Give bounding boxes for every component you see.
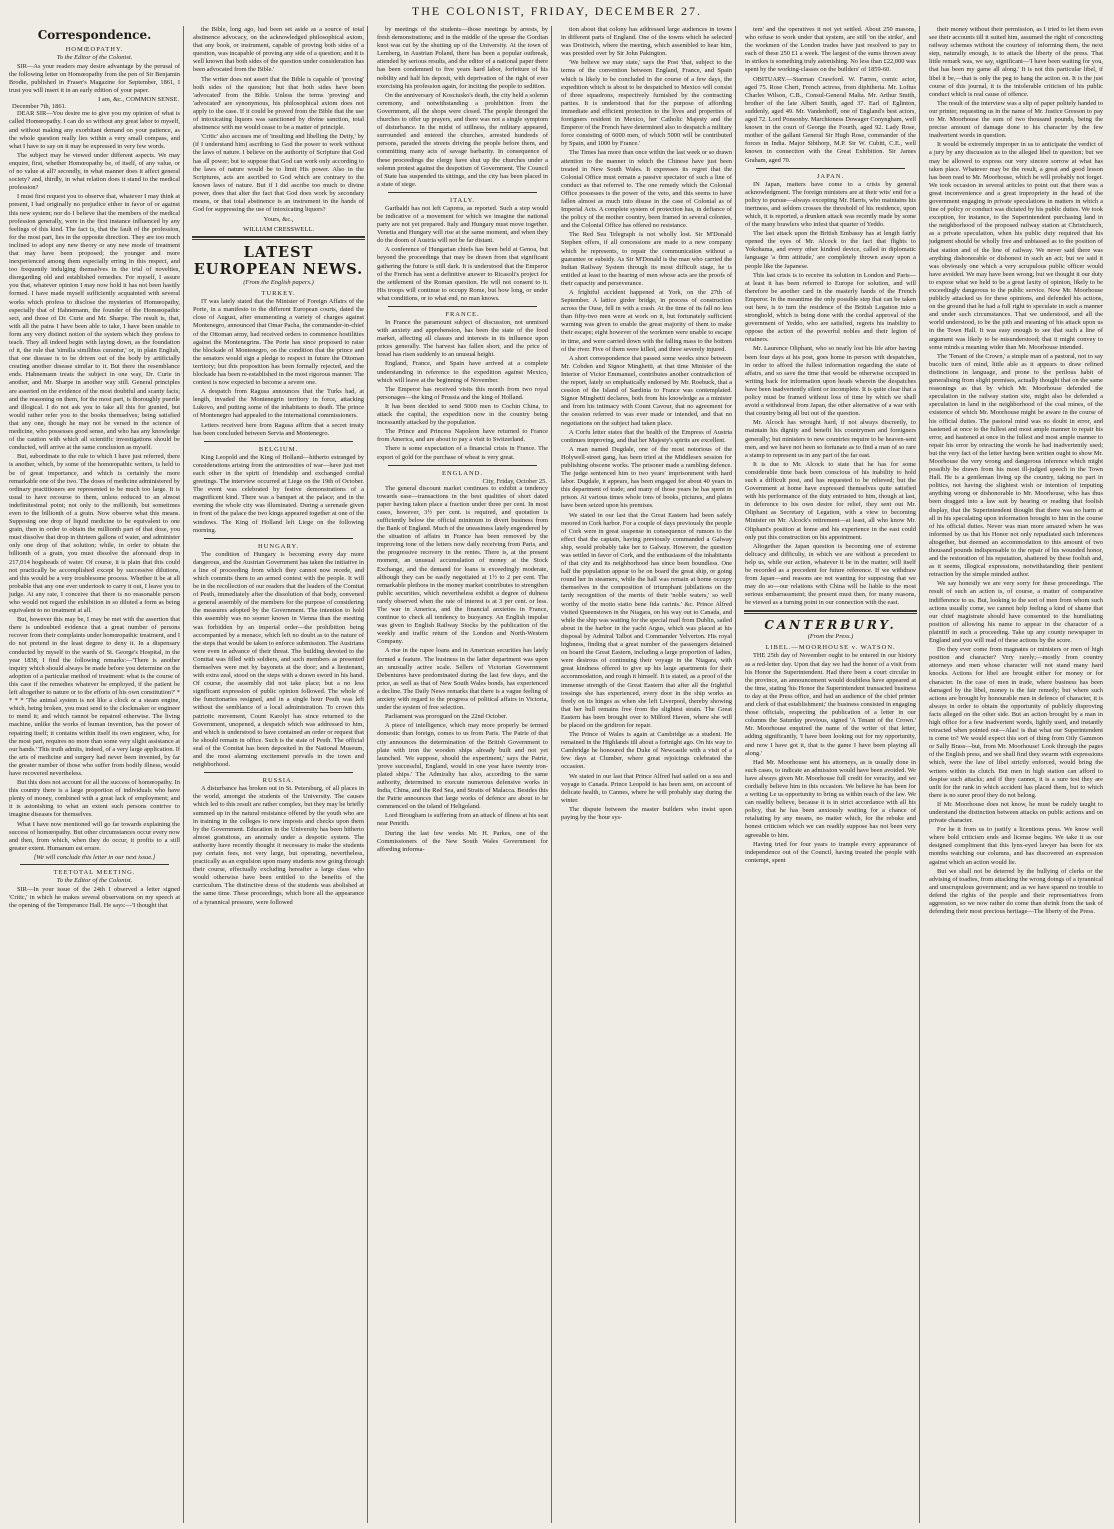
article-title: ENGLAND. <box>441 469 484 477</box>
paragraph: The 'Tenant of the Crown,' a simple man of a pastoral, not to say bucolic turn of mind, little able as it appears to draw refined distinctions in language, and prone to the perilous habit of generalising from slight premises, actually thought that on the same reasonings as that by which Mr. Moorhouse defended the speculation in the railway station site, might also be defended a speculation in land in the neighborhood of the coal mines, of the existence of which Mr. Moorhouse might be aware in the course of his official duties. The pastoral mind was no doubt in error, and hastened at once to the fullest and most ample manner to repair his error, and hastened at once in the fullest and most ample manner to repair his error by retracting the words he had inadvertently used; but the very fact of the letter having been written ought to show Mr. Moorhouse the very wrong and dangerous inference which might possibly be drawn from his most ill-judged speech in the Town Hall. He is a gentleman living up the country, taking no part in politics, not having the slightest wish or intention of imputing anything wrong or dishonorable to Mr. Moorhouse, who has thus been dragged into a law suit by hearing or reading that foolish display, that the Superintendent thought that there was no harm at all in his speculating upon information brought to him in the course of his official duties. Never was man more amazed when he was informed by us that his Honor not only repudiated such inferences altogether, but deemed an accommodation to this amount of two thousand pounds indispensable to the repair of his wounded honor, and the restoration of his reputation, shattered by these foolish and, as it seems, illogical expressions, notwithstanding their penitent retraction by the simple minded author. <box>929 352 1103 579</box>
article-title: ITALY. <box>449 196 476 204</box>
paragraph: IT was lately stated that the Minister of Foreign Affairs of the Porte, in a manifesto to the different European courts, dated the close of August, after enumerating a variety of charges against Montenegro, announced that Omar Pacha, the commander-in-chief of the Ottoman army, had received orders to commence hostilities against the Montenegrins. The Porte has since proposed to raise the blockade of Montenegro, on the condition that the prince and the senators would sign a pledge to respect in future the Ottoman territory; but this proposition has been formally rejected, and the blockade has been re-established in the most rigorous manner. The contest is now expected to become a severe one. <box>193 298 364 387</box>
paragraph: We stated in our last that the Great Eastern had been safely moored in Cork harbor. For a couple of days previously the people of Cork were in great suspense in consequence of rumors to the effect that the captain, having previously commanded a Galway ship, would probably take her to Galway. However, the question was settled in favor of Cork, and the enthusiasm of the inhabitants of that city and its neighborhood has since been boundless. One half the population appear to be on board the great ship, or going round her in steamers, while the hall was remain at home occupy themselves in the composition of triumphant jubilations on the tardy recognition of the merits of their 'noble waters,' so well worthy of the motto statio bene fida carinis.' &c. Prince Alfred visited Queenstown in the Niagara, on his way out to Canada, and while the ship was waiting for the special mail from Dublin, sailed about in the harbor in the yacht Argus, which was placed at his disposal by Admiral Talbot and Commander Yelverton. His royal highness, finding that a great number of the passengers detained on board the Great Eastern, including a large proportion of ladies, were desirous of continuing their voyage in the Niagara, with great kindness offered to give up his large apartments for their accommodation, and rough it himself. It is stated, as a proof of the immense strength of the Great Eastern that after all the frightful tossings she has experienced, every door in the ship works as freely on its hinges as when she left Liverpool, thereby showing that her hull remains free from the slightest strain. The Great Eastern has been brought over to Milford Haven, where she will be placed on the gridiron for repair. <box>561 511 732 729</box>
paragraph: Mr. Laurence Oliphant, who so nearly lost his life after having been four days at his post, goes home in person with despatches, in order to afford the fullest information regarding the state of affairs, and so save the time that would be otherwise occupied in writing back for information upon heads wherein the despatches have been inadvertently silent or incomplete. It is quite clear that a policy must be framed without loss of time by which we shall avoid a withdrawal from Japan, the other alternative of a war with that country being all but out of the question. <box>745 345 916 418</box>
paragraph: Had Mr. Moorhouse sent his attorneys, as is usually done in such cases, to indicate an admission would have been avoided. We have always given Mr. Moorhouse full credit for veracity, and we cordially believe him in this occasion. We believe he has been for a writing Le us opportunity to bring us within reach of the law. We can readily believe, because it is in strict accordance with all his policy, that he has been anxiously waiting for a chance of retaliating by any means, no matter which, for the rebuke and honest criticism which we can readily suppose has not been very agreeable to him. <box>745 758 916 839</box>
article-address: To the Editor of the Colonist. <box>56 876 133 884</box>
paragraph: A despatch from Ragusa announces that the Turks had, at length, invaded the Montenegrin territory in force, attacking Lukovo, and putting some of the inhabitants to death. The prince of Montenegro had appealed to the international commissioners. <box>193 388 364 420</box>
paragraph: 'Critic' also accuses me of 'insulting and libelling the Deity,' by (if I understand him) ascribing to God the power to work without the laws of nature. I believe on the authority of Scripture that God has all power; but to suppose that God can work only according to the laws of nature would be to limit His power. Also in the Scriptures, acts are ascribed to God which are contrary to the known laws of nature. But if I did ascribe too much to divine power, does that alter the fact that God does work by secondary means, or that total abstinence is an instrument in the hands of God for suppressing the use of intoxicating liquors? <box>193 133 364 214</box>
paragraph: There is some expectation of a financial crisis in France. The export of gold for the purchase of wheat is very great. <box>377 445 548 461</box>
divider <box>388 465 537 466</box>
paragraph: But, subordinate to the rule to which I have just referred, there is another, which, by some of the homœopathic writers, is held to be of great importance, and which is certainly the more remarkable one of the two. The doses of medicine administered by ordinary practitioners are represented to be much too large. It is usual to have recourse to them, unless reduced to an almost indefinitesimal point; not only to the millionth, but sometimes even to the billionth of a grain. Now observe what this means. Supposing one drop of liquid medicine to be equivalent to one grain, then in order to obtain the millionth part of that dose, you must dissolve that drop in thirteen gallons of water, and administer only one drop of that solution; while, in order to obtain the billionth of a grain, you must dissolve the aforesaid drop in 217,014 hogsheads of water. Of course, it is plain that this could not practically be accomplished except by successive dilutions, and this would be a very troublesome process. Whether it be at all probable that any one ever undertook to carry it out, I leave you to judge. At any rate, I conceive that there is no reasonable person who would not regard the exhibition in so diluted a form as being equivalent to no treatment at all. <box>9 453 180 615</box>
paragraph: The last attack upon the British Embassy has at length fairly opened the eyes of Mr. Alcock to the fact that flights to Yokohama, and every other kindred device, called in diplomatic language 'a firm attitude,' are completely thrown away upon a people like the Japanese. <box>745 230 916 270</box>
columns <box>6 26 1108 1523</box>
divider <box>20 864 169 865</box>
signature: Yours, &c., <box>263 216 294 224</box>
paragraph: But we shall not be deterred by the bullying of clerks or the advising of toadies, from attacking the wrong doings of a tyrannical and unscrupulous government; and as we have spared no trouble to defend the rights of the people and their representatives from aggression, so we now rather do come than shrink from the task of defending their most precious heritage—The liberty of the Press. <box>929 867 1103 916</box>
divider <box>756 168 905 169</box>
paragraph: King Leopold and the King of Holland—hitherto estranged by considerations arising from the animosities of war—have just met each other in the spirit of friendship and exchanged cordial greetings. The interview occurred at Liege on the 19th of October. The event was celebrated by festive demonstrations of a magnificent kind. There was a banquet at the palace; and in the evening the whole city was illuminated. During a serenade given in front of the palace the two kings appeared together at one of the windows. The King of Holland left Liege on the following morning. <box>193 453 364 534</box>
signature: WILLIAM CRESSWELL. <box>242 226 315 234</box>
divider <box>192 236 365 238</box>
paragraph: the Bible, long ago, had been set aside as a source of total abstinence advocacy, on the acknowledged philosophical axiom, that any book, or instrument, capable of proving both sides of a question, was incapable of proving any side of a question; and it is well known that both sides of the question under consideration has been advocated from the Bible.' <box>193 26 364 74</box>
paragraph: During the last few weeks Mr. H. Parkes, one of the Commissioners of the New South Wales Government for affording informa- <box>377 829 548 853</box>
article-title: JAPAN. <box>816 172 845 180</box>
paragraph: tion about that colony has addressed large audiences in towns in different parts of England. One of the towns which he selected was Droitwich, where the meeting, which assembled to hear him, was presided over by Sir John Pakington. <box>561 26 732 58</box>
paragraph: This last crisis is to receive its solution in London and Paris—at least it has been referred to Europe for solution, and will therefore be another card in the masterly hands of the French Emperor. In the meantime the only possible step that can be taken out here, is to turn the residence of the British Legation into a stronghold, which is being done with the cordial approval of the government of Yeddo, who are satisfied, regrets his inability to oppose the action of the powerful nobles and their legion of retainers. <box>745 271 916 344</box>
divider <box>388 306 537 307</box>
masthead-title: THE COLONIST, FRIDAY, DECEMBER 27. <box>411 4 703 18</box>
paragraph: DEAR SIR—You desire me to give you my opinion of what is called Homœopathy. I can do so without any great labor to myself, and without making any exorbitant demand on your patience, as the whole question really lies within a very small compass, and what I have to say on it may be expressed in very few words. <box>9 110 180 150</box>
dateline: December 7th, 1861. <box>12 103 67 111</box>
dateline: City, Friday, October 25. <box>482 477 547 485</box>
paragraph: A frightful accident happened at York, on the 27th of September. A lattice girder bridge, in process of construction across the Ouse, fell in with a crash. At the time of its fall no less than fifty-two men were at work on it, but fortunately sufficient warning was given to enable the great majority of them to make their escape; eight however of the workmen were unable to escape in time, and were carried down with the falling mass to the bottom of the river. Five of them were killed, and three severely injured. <box>561 289 732 353</box>
paragraph: Altogether the Japan question is becoming one of extreme delicacy and difficulty, in which we are without a precedent to help us, while our action, whatever it be in the matter, will itself be recorded as a precedent for future reference. If we withdraw from Japan—and reasons are not wanting for supposing that we may do so—our relations with China will be liable to the most serious embarrassment; the present must then, for many reasons, be viewed as a turning point in our connection with the east. <box>745 542 916 607</box>
paragraph: A conference of Hungarian chiefs has been held at Genoa, but beyond the proceedings that may be drawn from that significant gathering the future is still dark. It is understood that the Emperor of the French has sent a definitive answer to Ricasoli's project for the settlement of the Roman question. He will not consent to it. His troops will continue to occupy Rome, but how long, or under what conditions, or to what end, no man knows. <box>377 246 548 302</box>
article-title: HOMŒOPATHY. <box>65 46 124 53</box>
article-title: BELGIUM. <box>258 445 299 453</box>
paragraph: What I have now mentioned will go far towards explaining the success of homœopathy. But other circumstances occur every now and then, from which, when they do occur, it profits to a still greater extent. Humanum est errare. <box>9 820 180 852</box>
paragraph: Lord Brougham is suffering from an attack of illness at his seat near Penrith. <box>377 812 548 828</box>
paragraph: A Corfu letter states that the health of the Empress of Austria continues improving, and that her Majesty's spirits are excellent. <box>561 428 732 444</box>
divider <box>204 441 353 442</box>
paragraph: I must first request you to observe that, whatever I may think at present, I had originally no prejudice either in favor of or against this new system; nor do I believe that the members of the medical profession generally, were in the first instance influenced by any feelings of this kind. The fact is, that the fault of the profession, for the most part, lies in the opposite direction. They are too much inclined to adopt any new theory or any new mode of treatment that may have been proposed; the younger and more inexperienced among them especially erring in this respect, and too frequently indulging themselves in the trial of novelties, disregarding old and established remedies. For myself, I assure you that, whatever opinion I may now hold it has not been hastily formed. I have made myself sufficiently acquainted with several works which profess to disclose the mysteries of Homœopathy, especially that of Hahnemann, the founder of the Homœopathic sect, and those of Dr. Curie and Mr. Sharpe. The result is, that, with all the pains I have been able to take, I have been unable to form any very distinct notion of the system which they profess to teach. They all indeed begin with laying down, as the foundation of it, the rule that 'similia similibus curantur,' or, in plain English, that one disease is to be driven out of the body by artificially creating another disease similar to it. But there the resemblance ends. Hahnemann treats the subject in one way, Dr. Curie in another, and Mr. Sharpe in another way still. General principles are asserted on the evidence of the most doubtful and scanty facts; and the reasoning on them, for the most part, is thoroughly puerile and illogical. I do not ask you to take all this for granted, but would rather refer you to the books themselves; being satisfied that any one, though he may not be versed in the science of medicine, who possesses good sense, and who has any knowledge of the caution with which all scientific investigations should be conducted, will arrive at the same conclusion as myself. <box>9 193 180 452</box>
paragraph: tem' and the operatives it not yet settled. About 250 masons, who refuse to work under that system, are still 'on the strike', and the workmen of the London trades have just resolved to pay to each of these 250 £1 a week. The largest of the sums thrown away in strikes is something truly astonishing. No less than £22,000 was spent by the working-classes on the builders' of 1859-60. <box>745 26 916 74</box>
paragraph: Garibaldi has not left Caprera, as reported. Such a step would be indicative of a movement for which we imagine the national party are not yet prepared. Italy and Hungary must move together. Venetia and Hungary will rise at the same moment, and when they do the doom of Austria will not be far distant. <box>377 204 548 245</box>
paragraph: The Prince of Wales is again at Cambridge as a student. He remained in the Highlands till about a fortnight ago. On his way to Cambridge he honoured the Duke of Newcastle with a visit of a few days at Clumber, where great rejoicings celebrated the occasion. <box>561 731 732 771</box>
section-heading-latest-news: LATEST EUROPEAN NEWS. <box>193 244 364 279</box>
paragraph: If Mr. Moorhouse does not know, he must be rudely taught to understand the distinction between attacks on public actions and on private character. <box>929 800 1103 825</box>
paragraph: IN Japan, matters have come to a crisis by general acknowledgment. The foreign ministers are at their wits' end for a policy to pursue—always excepting Mr. Harris, who maintains his inertness, and seldom crosses the threshold of his residence, upon which, it is reported, a drunken attack was recently made by some of the many brawlers who infest that quarter of Yeddo. <box>745 180 916 229</box>
paragraph: A disturbance has broken out in St. Petersburg, of all places in the world, amongst the students of the University. The causes which led to this result are rather complex, but they may be briefly summed up in the natural resistance offered by the youth who are in training in the colleges to new imposts and checks upon them by the Government. Education in the University has been hitherto almost gratuitous, an anomaly under a despotic system. The authority have recently thought it necessary to make the students pay certain fees, not very large, but operating, nevertheless, practically as an expulsion upon many students now going through their course, effectually excluding hereafter a large class who would otherwise have been entitled to the benefits of the curriculum. The distinctive dress of the students was abolished at the same time. These proceedings, which bore all the appearance of a tyrannical pressure, were followed <box>193 785 364 906</box>
column-5 <box>742 26 920 1523</box>
paragraph: We stated in our last that Prince Alfred had sailed on a sea and voyage to Canada. Prince Leopold is has been sent, on account of delicate health, to Cannes, where he will probably stay during the winter. <box>561 772 732 804</box>
paragraph: The general discount market continues to exhibit a tendency towards ease—transactions in the best qualities of short dated paper having taken place a fraction under three per cent. In most cases, however, 3½ per cent. is required, and quotation is sufficiently below the official minimum to divert business from the Bank of England. Much of the uneasiness lately engendered by the situation of affairs in France has been removed by the improving tone of the letters now daily receiving from Paris, and the progressive recovery in the rentes. There is, at the present moment, an unusual accumulation of money at the Stock Exchange, and the demand for loans is exceedingly moderate, although they can be easily negotiated at 1½ to 2 per cent. The remarkable plethora in the money market contributes to strengthen public securities, which nevertheless exhibit a degree of dulness rarely observed when the rate of interest is at 3 per cent. or less. The war in America, and the financial anxieties in France, continue to check all tendency to buoyancy. An English impulse was given to English Railway Stocks by the publication of the weekly and traffic return of the London and North-Western Company. <box>377 484 548 646</box>
column-4 <box>558 26 736 1523</box>
editor-note: [We will conclude this letter in our next issue.] <box>33 853 156 861</box>
paragraph: SIR—In your issue of the 24th I observed a letter signed 'Critic,' in which he makes several observations on my speech at the opening of the Temperance Hall. He says:—'I thought that <box>9 885 180 910</box>
paragraph: A rise in the rupee loans and in American securities has lately formed a feature. The business in the latter department was upon an unusually active scale. Sellers of Victorian Government Debentures have predominated during the last few days, and the price, as well as that of New South Wales bonds, has experienced a decline. The Daily News remarks that there is a vague feeling of anxiety with regard to the progress of political affairs in Victoria, under the system of free selection. <box>377 647 548 712</box>
paragraph: Do they ever come from magnates or ministers or men of high position and character? Very rarely;—mostly from country attorneys and men whose character will not stand many hard knocks. Actions for libel are brought either for money or for character. In the case of men in trade, where business has been damaged by the libel, money is the fair remedy; but where such actions are brought by honourable men in defence of character, it is always in order to obtain the opportunity of publicly disproving facts alleged on the other side. But an action brought by a man in high office for a few inadvertent words, lightly used, and instantly retracted when pointed out—Alas! is that what our Superintendent is come to? We would expect this sort of thing from Oily Gammon or Sally Brass—but, from Mr. Moorhouse! Look through the pages of the English press, and we shall find they swarm with expressions which, were the law of libel strictly enforced, would bring the writers within its clutch. But men in high station can afford to despise such attacks; and if they cannot, it is a sure test they are unfit for the rank in which accident has placed them, but to which there is no surer proof they do not belong. <box>929 646 1103 799</box>
paragraph: The condition of Hungary is becoming every day more dangerous, and the Austrian Government has taken the initiative in a line of proceeding from which they cannot now recede, and which commits them to an armed contest with the people. It will be in the recollection of our readers that the leaders of the Comitat of Pesth, immediately after the dissolution of that body, convened a general assembly of the members for the purpose of considering the measures adopted by the Government. The intention to hold this assembly was no sooner known in Vienna than the meeting was forbidden by an imperial order—the prohibition being accompanied by a menace, which left no doubt as to the nature of the steps that would be taken to enforce submission. The Austrians were even in advance of their threat. The building devoted to the Comitat was filled with soldiers, and such members as presented themselves were met by bayonets at the door; and a lieutenant, with extra zeal, stood on the steps with a drawn sword in his hand. Of course, the assembly did not take place; but a no less significant expression of public opinion followed. The whole of the functionaries resigned, and in a single hour Pesth was left without the semblance of a local administration. To crown this patriotic movement, Count Karolyi has since returned to the Government, unopened, a despatch which was addressed to him, and which is understood to have contained an order or request that he should remain in office. Such is the state of Pesth. The official seal of the Comitat has been deposited in the National Museum, and the most alarming excitement prevails in the town and neighborhood. <box>193 550 364 769</box>
paragraph: SIR—As your readers may desire advantage by the perusal of the following letter on Homœopathy from the pen of Sir Benjamin Brodie, published in Fraser's Magazine for September, 1861, I trust you will insert it in an early edition of your paper. <box>9 63 180 95</box>
article-address: To the Editor of the Colonist. <box>56 54 133 61</box>
paragraph: We say honestly we are very sorry for these proceedings. The result of such an action is, of course, a matter of comparative indifference to us. But, looking to the sort of men from whom such actions usually come, we cannot help feeling a kind of shame that our chief magistrate should have consented to the humiliating position of allowing his name to appear in the character of a plaintiff in such a proceeding. Take up any county newspaper in England and you will read of these actions by the score. <box>929 580 1103 645</box>
article-title: TEETOTAL MEETING. <box>53 868 136 876</box>
source-note: (From the Press.) <box>807 633 854 641</box>
paragraph: Mr. Alcock has wrought hard, if not always discreetly, to maintain his dignity and benefit his countrymen and foreigners generally; but ministers to new countries require to be heaven-sent men, and we have not been so fortunate as to find a man of so rare a stamp to represent us in any part of the far east. <box>745 419 916 459</box>
paragraph: On the anniversary of Kosciusko's death, the city held a solemn ceremony, and notwithstanding a prohibition from the Government, all the shops were closed. The people thronged the churches to offer up prayers, and there was not a single symptom of disturbance. In the midst of stillness, the military appeared, surrounded and entered the churches, arrested hundreds of persons, paraded the streets driving the people before them, and committing many acts of savage barbarity. In consequence of these proceedings the clergy have shut up the churches under a solemn protest against the despotism of Government. The Council of State has suspended its sittings, and the city has been placed in a state of siege. <box>377 91 548 188</box>
paragraph: England, France, and Spain have arrived at a complete understanding in reference to the expedition against Mexico, which will leave at the beginning of November. <box>377 360 548 384</box>
paragraph: Parliament was prorogued on the 22nd October. <box>385 713 508 721</box>
article-title: RUSSIA. <box>262 777 295 785</box>
paragraph: OBITUARY.—Starman Crawford. W. Farren, comic actor, aged 75. Rose Cheri, French actress, from diphtheria. Mr. Loftus Charles Wilson, C.B., Consul-General Malta. Mr. Arthur Smith, brother of the late Albert Smith, aged 37. Earl of Eglinton, suddenly, aged 49. Mr. Vandenhoff, one of England's best actors, aged 72. Lord Ponsonby. Marchioness Dowager Conyngham, well known in the court of George the Fourth, aged 92. Lady Rose, mother of the gallant General Sir Hugh Rose, commander of the forces in India. Major Sibthorp, M.P. Sir W. Cubitt, C.E., well known in connection with the Great Exhibition. Sir James Graham, aged 70. <box>745 75 916 164</box>
column-3 <box>374 26 552 1523</box>
paragraph: The Emperor has received visits this month from two royal personages—the king of Prussia and the king of Holland. <box>377 385 548 401</box>
source-note: (From the English papers.) <box>243 279 314 287</box>
paragraph: their money without their permission, as I tried to let them even see their accounts till it suited him, assumed the right of concocting railway schemes without the courtesy of informing them, the next step, naturally enough, is to attack the liberty of the press. That little remark was, we say, significant—'I have been waiting for you, that has been my game all along.' It is not this particular libel, if libel it be,—that is only the peg to hang the action on. It is the just course of this journal, it is the intolerable criticism of his public conduct which is real cause of offence. <box>929 26 1103 98</box>
column-1 <box>6 26 184 1523</box>
paragraph: The result of the interview was a slip of paper politely handed to our printer, requesting us in the name of Mr. Justice Gresson to pay to Mr. Moorhouse the sum of two thousand pounds, being the precise amount of damage done to his character by the few inadvertent words in question. <box>929 99 1103 140</box>
paragraph: The Prince and Princess Napoleon have returned to France from America, and are about to pay a visit to Switzerland. <box>377 428 548 444</box>
paragraph: In France the paramount subject of discussion, not unmixed with anxiety and apprehension, has been the state of the food market, affecting all classes and interests in its influence upon prices generally. The harvest has fallen short, and the price of bread has risen suddenly to an unusual height. <box>377 319 548 359</box>
paragraph: It is due to Mr. Alcock to state that he has for some considerable time back been conscious of his inability to hold such a difficult post, and has requested to be relieved; but the Government at home have expressed themselves quite satisfied with his performance of the duty entrusted to him, though at last, in deference to his own desire for relief, they sent out Mr. Oliphant as Secretary of Legation, with a view to becoming Minister on Mr. Alcock's retirement—at least, all who know Mr. Oliphant's position at home and his experience in the east could only put this construction on his appointment. <box>745 460 916 541</box>
paragraph: 'We believe we may state,' says the Post 'that, subject to the terms of the convention between England, France, and Spain which is likely to be concluded in the course of a few days, the expedition which is about to be despatched to Mexico will consist of three squadrons, respectively furnished by the contracting parties. It is understood that for the purpose of affording immediate and efficient protection to the lives and properties of foreigners resident in Mexico, her Catholic Majesty and the Emperor of the French have determined also to despatch a military force consisting of 6000 men, of which 5000 will be contributed by Spain, and 1000 by France.' <box>561 59 732 148</box>
article-title: FRANCE. <box>445 311 480 318</box>
article-title: TURKEY. <box>261 290 296 298</box>
paragraph: A man named Dugdale, one of the most notorious of the Holywell-street gang, has been tried at the Middlesex session for publishing obscene works. The prisoner made a rambling defence. The judge sentenced him to two years' imprisonment with hard labor. Dugdale, it appears, has been engaged for about 40 years in this department of trade; and many of those years he has spent in prison. At various times whole tons of books, pictures, and plates have been seized upon his premises. <box>561 445 732 510</box>
paragraph: The dispute between the master builders who insist upon paying by the 'hour sys- <box>561 805 732 821</box>
paragraph: THE 25th day of November ought to be entered in our history as a red-letter day. Upon that day we had the honor of a visit from his Honor the Superintendent. Had there been a court circular in the province, an announcement would doubtless have appeared at the time, stating 'his Honor the Superintendent transacted business to day at the Press office, and had an audience of the chief printer and clerk of that establishment;' the business consisted in engaging those officials, respecting the publication of a letter in our columns the Saturday previous, signed 'A Tenant of the Crown.' Mr. Moorhouse enquired the name of the writer of that letter, adding significantly, 'I have been looking out for my opportunity, and now I have got it, that is the game I have been playing all along.' <box>745 652 916 757</box>
paragraph: by meetings of the students—those meetings by arrests, by fresh demonstrations; and in the middle of the uproar the Gordian knot was cut by the shutting up of the University. At the town of Lemberg, in Austrian Poland, there has been a popular outbreak, attended by serious results, and the editor of a national paper there has been condemned to five years hard labor, forfeiture of his nobility and half his deposit, with deprivation of the right of ever exercising his profession again, for inciting the people to sedition. <box>377 26 548 90</box>
divider <box>744 610 917 612</box>
article-title: HUNGARY. <box>258 542 299 550</box>
paragraph: But, however this may be, I may be met with the assertion that there is undoubted evidence that a great number of persons recover from their complaints under homœopathic treatment, and I do not pretend in the least degree to deny it. In a dispensary conducted by myself to the wards of St. George's Hospital, in the year 1838, I find the following remarks:—'There is another inquiry which should always be made before you determine on the adoption of a particular method of treatment: what is the course of this case if the remedies whatever be employed, if the patient be left altogether to nature or to the efforts of his own constitution?' * * * * 'The animal system is not like a clock or a steam engine, which, being broken, you must send to the clockmaker or engineer to mend it; and which cannot be repaired otherwise. The living machine, unlike the works of human invention, has the power of repairing itself; it contains within itself its own engineer, who, for the most part, requires no more than some very slight assistance at our hands.' This truth admits, indeed, of a very large application. If the arts of medicine and surgery had never been invented, by far the greater number of those who suffer from bodily illness, would have recovered nevertheless. <box>9 616 180 777</box>
paragraph: Letters received here from Ragusa affirm that a secret treaty has been concluded between Servia and Montenegro. <box>193 421 364 437</box>
section-heading-canterbury: CANTERBURY. <box>764 618 897 633</box>
masthead <box>0 0 1114 24</box>
divider <box>388 192 537 193</box>
divider <box>204 538 353 539</box>
paragraph: A piece of intelligence, which may more properly be termed domestic than foreign, comes to us from Paris. The Patrie of that city announces the determination of the British Government to plate with iron the wooden ships already built and not yet launched. 'We suppose, should the experiment,' says the Patrie, 'prove successful, England, would in one year have twenty iron-plated ships.' The Admiralty has also, according to the same authority, determined to execute numerous defensive works in India, China, and the Red Sea, and Straits of Malacca. Besides this the Patrie announces that large works of defence are about to be commenced on the island of Heligoland. <box>377 722 548 811</box>
column-6 <box>926 26 1106 1523</box>
divider <box>204 772 353 773</box>
paragraph: Having tried for four years to trample every appearance of independence out of the Council, having treated the people with contempt, spent <box>745 840 916 864</box>
signature: I am, &c., COMMON SENSE. <box>98 96 179 104</box>
column-2 <box>190 26 368 1523</box>
paragraph: The Red Sea Telegraph is not wholly lost. Sir M'Donald Stephen offers, if all concessions are made to a new company which he represents, to repair the communication without a guarantee or subsidy. As Sir M'Donald is the man who carried the Indian Railway System through its most difficult stage, he is entitled at least to the hearing of men whose acts are the proofs of their capacity and perseverance. <box>561 231 732 287</box>
paragraph: The Times has more than once within the last week or so drawn attention to the manner in which the Chinese have just been treated in New South Wales. It expresses its regret that the Colonial Office must remain a passive spectator of such a line of conduct as that referred to. The one remedy which the Colonial Office possesses is the power of the veto, and this seems to have fallen almost as much into disuse in the case of Colonial as of Imperial Acts. A complete system of protection has, in defiance of the policy of the mother country, been framed in several colonies, and the Colonial Office has offered no resistance. <box>561 149 732 230</box>
paragraph: It would be extremely improper in us to anticipate the verdict of a jury by any discussion as to the alleged libel in question; but we may be allowed to express our very sincere sorrow at what has taken place. Whatever may be the result, a great and good lesson has been read to Mr. Moorhouse, which he will probably not forget. We took occasion in several articles to point out that there was a great inconvenience and a great impropriety in the head of the government engaging in private speculations in matters in which a line of policy or conduct was dictated by his public duties. We took exception, for instance, to the Superintendent purchasing land in the neighborhood of the proposed railway station at Christchurch, as a private speculation, when his public duty required that his judgment should be wholly free and unbiassed as to the position of that station and of the line of railway. We never said there was anything dishonorable or dishonest in such an act; but we said it was obviously one which a very scrupulous public officer would have avoided. We may have been wrong; but we thought it our duty to expose what we held to be a great laxity of opinion, likely to be exceedingly dangerous to the public service. Now Mr. Moorhouse publicly attacked us for these opinions, and defended his actions, on the ground that he had a full right to speculate in such a manner and under such circumstances. That we understood, and all the world understood, to be the pith and meaning of his attack upon us in the Town Hall. It was easy enough to see that such a line of argument was likely to be misunderstood; that it might convey to some minds a meaning wider than Mr. Moorhouse intended. <box>929 141 1103 351</box>
divider <box>192 239 365 240</box>
article-title: LIBEL.—MOORHOUSE v. WATSON. <box>765 644 896 652</box>
paragraph: But this does not account for all the success of homœopathy. In this country there is a large proportion of individuals who have plenty of money, combined with a great lack of employment; and it is astonishing to what an extent such persons contrive to imagine diseases for themselves. <box>9 779 180 819</box>
section-heading-correspondence: Correspondence. <box>37 28 152 42</box>
paragraph: It has been decided to send 5000 men to Cochin China, to attack the capital, the expedition now in the country being incessantly attacked by the population. <box>377 402 548 427</box>
paragraph: A short correspondence that passed some weeks since between Mr. Cobden and Signor Minghetti, at that time Minister of the Interior of Victor Emmanuel, contributes another contradiction of the report, lately so emphatically endorsed by Mr. Roebuck, that a cession of the Island of Sardinia to France was contemplated. Signor Minghetti declares, both from his knowledge as a minister and from his intimacy with Count Cavour, that no agreement for the cession referred to was ever made or intended, and that no negotiations on the subject had taken place. <box>561 354 732 427</box>
paragraph: The writer does not assert that the Bible is capable of 'proving' both sides of the question; but that both sides have been 'advocated' from the Bible. Unless the terms 'proving' and 'advocated' are synonymous, his philosophical axiom does not apply to the case. If it could be proved from the Bible that the use of intoxicating liquors was sanctioned by divine sanction, total abstinence with me would cease to be a matter of principle. <box>193 75 364 132</box>
paragraph: For he it from us to justify a licentious press. We know well where bold criticism ends and license begins. We take it as our designed compliment that this lynx-eyed lawyer has been for six months watching our columns, and has discovered an expression against which an action would lie. <box>929 826 1103 866</box>
paragraph: The subject may be viewed under different aspects. We may enquire, first, whether Homœopathy be, of itself, of any value, or of no value at all? secondly, in what manner does it affect general society? and, thirdly, in what relation does it stand to the medical profession? <box>9 151 180 192</box>
divider <box>744 613 917 614</box>
